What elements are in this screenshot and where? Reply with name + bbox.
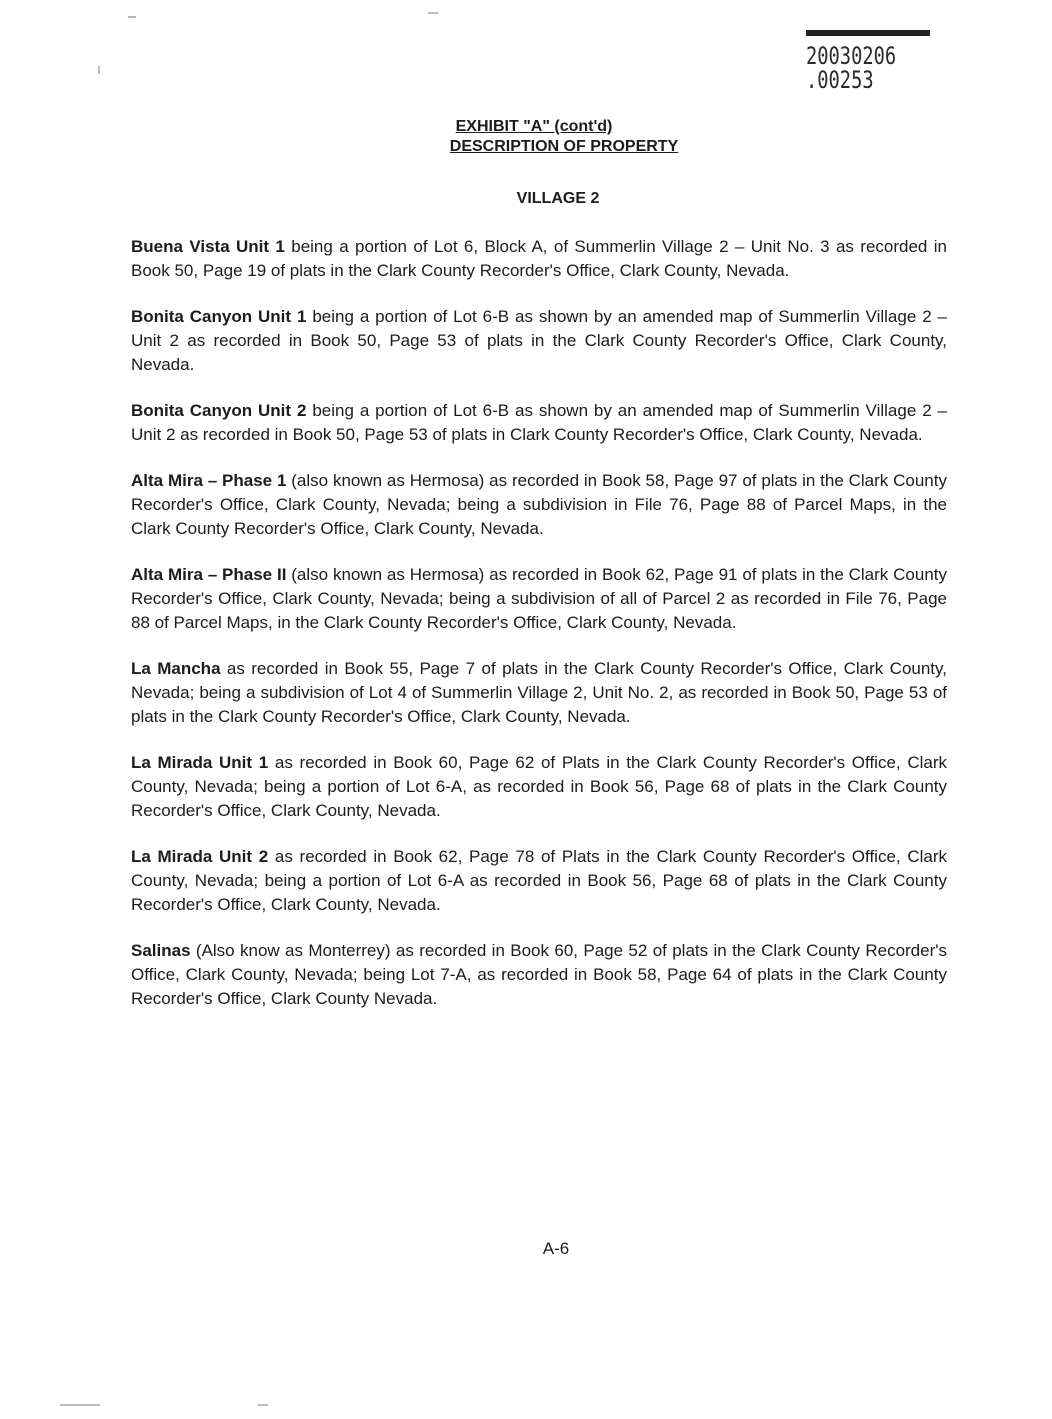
stamp-sub-number: .00253 bbox=[806, 66, 874, 94]
property-entries bbox=[131, 235, 947, 1033]
property-entry bbox=[131, 469, 947, 541]
property-name: Salinas bbox=[131, 941, 191, 960]
property-description: being a portion of Lot 6, Block A, of Summerlin Village 2 – Unit No. 3 as recorded in Book 50, Page 19 of plats in the Clark County Recorder's Office, Clark County, Nevada. bbox=[131, 237, 947, 280]
property-entry bbox=[131, 305, 947, 377]
stamp-bar bbox=[806, 30, 930, 36]
property-entry bbox=[131, 235, 947, 283]
property-entry bbox=[131, 399, 947, 447]
property-description: (Also know as Monterrey) as recorded in Book 60, Page 52 of plats in the Clark County Recorder's Office, Clark County, Nevada; being Lot 7-A, as recorded in Book 58, Page 64 of plats in the Clark County Recorder's Office, Clark County Nevada. bbox=[131, 941, 947, 1008]
property-name: La Mirada Unit 2 bbox=[131, 847, 269, 866]
property-name: La Mancha bbox=[131, 659, 221, 678]
property-entry bbox=[131, 563, 947, 635]
scan-mark bbox=[60, 1404, 100, 1406]
property-entry bbox=[131, 845, 947, 917]
exhibit-title: EXHIBIT "A" (cont'd) bbox=[455, 118, 613, 135]
scan-mark bbox=[128, 16, 136, 18]
page-number: A-6 bbox=[542, 1239, 570, 1258]
property-name: Alta Mira – Phase 1 bbox=[131, 471, 287, 490]
recording-stamp bbox=[806, 30, 936, 92]
property-entry bbox=[131, 751, 947, 823]
property-description: as recorded in Book 55, Page 7 of plats in the Clark County Recorder's Office, Clark County, Nevada; being a subdivision of Lot 4 of Summerlin Village 2, Unit No. 2, as recorded in Book 50, Page 53 of plats in the Clark County Recorder's Office, Clark County, Nevada. bbox=[131, 659, 947, 726]
scan-mark bbox=[428, 12, 438, 14]
property-description: as recorded in Book 62, Page 78 of Plats in the Clark County Recorder's Office, Clark County, Nevada; being a portion of Lot 6-A as recorded in Book 56, Page 68 of plats in the Clark County Recorder's Office, Clark County, Nevada. bbox=[131, 847, 947, 914]
property-description: being a portion of Lot 6-B as shown by an amended map of Summerlin Village 2 – Unit 2 as recorded in Book 50, Page 53 of plats in Clark County Recorder's Office, Clark County, Nevada. bbox=[131, 401, 947, 444]
property-description: (also known as Hermosa) as recorded in Book 58, Page 97 of plats in the Clark County Recorder's Office, Clark County, Nevada; being a subdivision in File 76, Page 88 of Parcel Maps, in the Clark County Recorder's Office, Clark County, Nevada. bbox=[131, 471, 947, 538]
property-name: La Mirada Unit 1 bbox=[131, 753, 269, 772]
village-heading: VILLAGE 2 bbox=[516, 190, 600, 207]
property-name: Alta Mira – Phase II bbox=[131, 565, 287, 584]
property-name: Bonita Canyon Unit 1 bbox=[131, 307, 307, 326]
description-title: DESCRIPTION OF PROPERTY bbox=[449, 138, 679, 155]
property-description: being a portion of Lot 6-B as shown by an amended map of Summerlin Village 2 – Unit 2 as recorded in Book 50, Page 53 of plats in the Clark County Recorder's Office, Clark County, Nevada. bbox=[131, 307, 947, 374]
scan-mark bbox=[258, 1404, 268, 1406]
scan-mark bbox=[98, 66, 100, 74]
property-entry bbox=[131, 657, 947, 729]
stamp-number: 20030206 bbox=[806, 42, 897, 70]
property-name: Buena Vista Unit 1 bbox=[131, 237, 285, 256]
property-description: as recorded in Book 60, Page 62 of Plats in the Clark County Recorder's Office, Clark County, Nevada; being a portion of Lot 6-A, as recorded in Book 56, Page 68 of plats in the Clark County Recorder's Office, Clark County, Nevada. bbox=[131, 753, 947, 820]
property-description: (also known as Hermosa) as recorded in Book 62, Page 91 of plats in the Clark County Recorder's Office, Clark County, Nevada; being a subdivision of all of Parcel 2 as recorded in File 76, Page 88 of Parcel Maps, in the Clark County Recorder's Office, Clark County, Nevada. bbox=[131, 565, 947, 632]
property-name: Bonita Canyon Unit 2 bbox=[131, 401, 307, 420]
property-entry bbox=[131, 939, 947, 1011]
